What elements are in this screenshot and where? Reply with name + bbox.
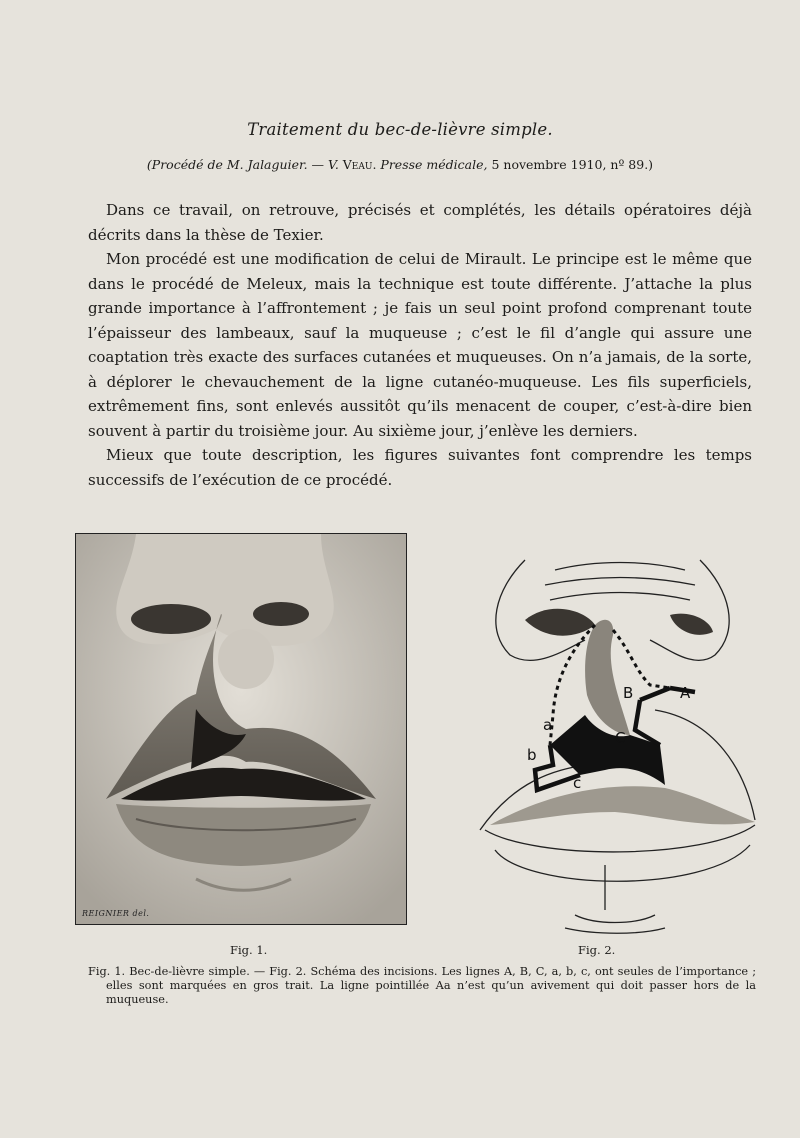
label-c: c	[573, 774, 582, 792]
figure-1-signature: REIGNIER del.	[82, 909, 150, 918]
label-a: a	[543, 716, 553, 734]
figure-2-label: Fig. 2.	[578, 943, 616, 957]
paragraph-1: Dans ce travail, on retrouve, précisés et complétés, les détails opératoires déjà décrits dans la thèse de Texier.	[88, 201, 752, 244]
citation-journal: Presse médicale,	[380, 157, 488, 172]
label-B: B	[623, 684, 634, 702]
figure-2-schema	[455, 530, 785, 935]
citation-date: 5 novembre 1910, nº 89.)	[491, 157, 654, 172]
figure-1-label: Fig. 1.	[230, 943, 268, 957]
paragraph-2: Mon procédé est une modification de celui de Mirault. Le principe est le même que dans le procédé de Meleux, mais la technique est toute différente. J’attache la plus grande importance à l’affrontement ; je fais un seul point profond comprenant toute l’épaisseur des lambeaux, sauf la muqueuse ; c’est le fil d’angle qui assure une coaptation très exacte des surfaces cutanées et muqueuses. On n’a jamais, de la sorte, à déplorer le chevauchement de la ligne cutanéo-muqueuse. Les fils superficiels, extrêmement fins, sont enlevés aussitôt qu’ils menacent de couper, c’est-à-dire bien souvent à partir du troisième jour. Au sixième jour, j’enlève les derniers.	[88, 250, 752, 440]
page-title: Traitement du bec-de-lièvre simple.	[247, 120, 553, 139]
label-C: C	[615, 729, 626, 747]
paragraph-3: Mieux que toute description, les figures suivantes font comprendre les temps successifs de l’exécution de ce procédé.	[88, 446, 752, 489]
body-text	[88, 198, 752, 492]
cleft-lip-drawing	[76, 534, 406, 924]
label-b: b	[527, 746, 537, 764]
citation-author: Veau	[342, 157, 373, 172]
caption-text: Fig. 1. Bec-de-lièvre simple. — Fig. 2. Schéma des incisions. Les lignes A, B, C, a, b, c, ont seules de l’importance ; elles sont marquées en gros trait. La ligne pointillée Aa n’est qu’un avivement qui doit passer hors de la muqueuse.	[88, 965, 756, 1006]
citation: (Procédé de M. Jalaguier. — V. Veau. Presse médicale, 5 novembre 1910, nº 89.)	[146, 157, 654, 172]
label-A: A	[680, 684, 691, 702]
incision-schema	[455, 530, 785, 935]
citation-prefix: (Procédé de M. Jalaguier. — V.	[146, 157, 343, 172]
figure-caption	[88, 965, 756, 1007]
figure-1-illustration	[75, 533, 407, 925]
